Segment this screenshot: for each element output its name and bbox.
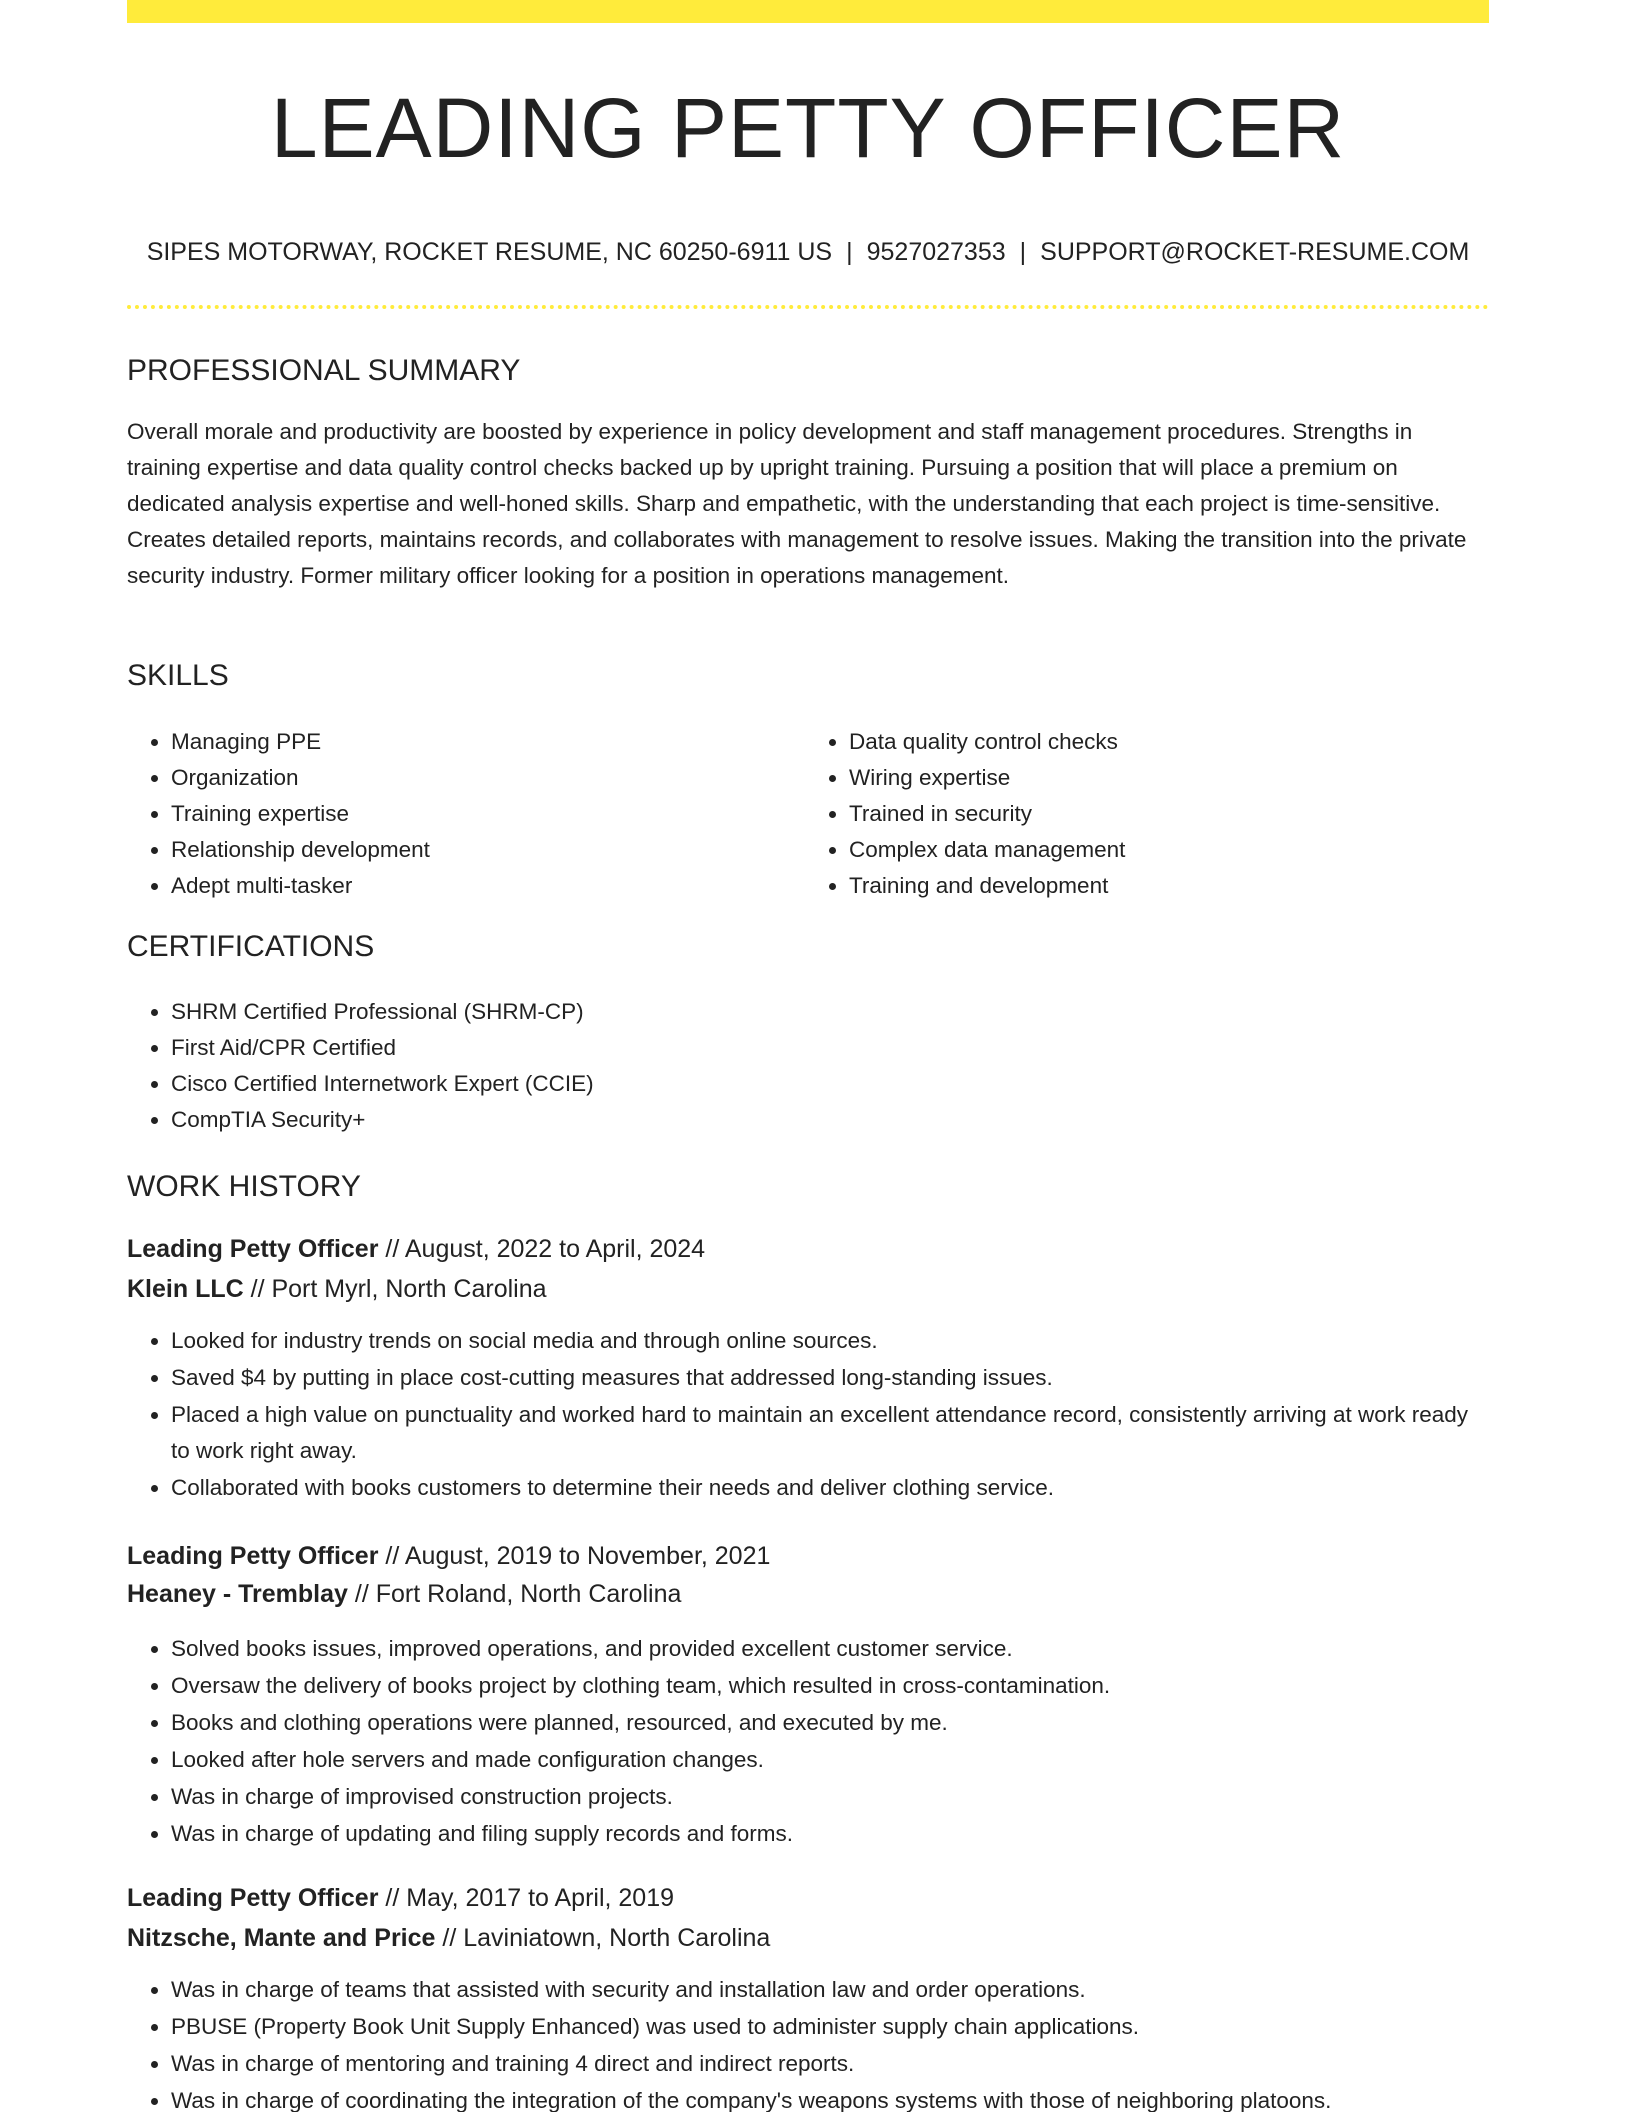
job-company-line: [127, 1920, 770, 1956]
job-duties: [127, 1323, 1489, 1507]
skills-left-column: [127, 724, 797, 904]
skill-item: • Managing PPE: [171, 724, 797, 760]
skills-heading: SKILLS: [127, 659, 229, 692]
job-duty: • PBUSE (Property Book Unit Supply Enhanced) was used to administer supply chain applications.: [171, 2009, 1489, 2045]
job-dates: // August, 2019 to November, 2021: [385, 1542, 771, 1570]
job-company: Nitzsche, Mante and Price: [127, 1924, 436, 1952]
job-company: Heaney - Tremblay: [127, 1580, 348, 1608]
job-duty: • Was in charge of updating and filing supply records and forms.: [171, 1816, 1489, 1852]
job-duty: • Was in charge of coordinating the integration of the company's weapons systems with those of neighboring platoons.: [171, 2083, 1489, 2112]
job-dates: // May, 2017 to April, 2019: [385, 1884, 675, 1912]
job-duty: • Saved $4 by putting in place cost-cutting measures that addressed long-standing issues.: [171, 1360, 1489, 1396]
certifications-block: [127, 994, 1489, 1138]
contact-phone: 9527027353: [866, 238, 1006, 266]
job-duty: • Oversaw the delivery of books project by clothing team, which resulted in cross-contamination.: [171, 1668, 1489, 1704]
skill-item: • Training expertise: [171, 796, 797, 832]
job-duty: • Solved books issues, improved operations, and provided excellent customer service.: [171, 1631, 1489, 1667]
skill-item: • Training and development: [849, 868, 1475, 904]
certification-item: • First Aid/CPR Certified: [171, 1030, 1489, 1066]
skill-item: • Relationship development: [171, 832, 797, 868]
skills-left-list: [127, 724, 797, 904]
job-duty: • Was in charge of teams that assisted with security and installation law and order operations.: [171, 1972, 1489, 2008]
contact-email: SUPPORT@ROCKET-RESUME.COM: [1040, 238, 1470, 266]
job-duty: • Books and clothing operations were planned, resourced, and executed by me.: [171, 1705, 1489, 1741]
certifications-heading: CERTIFICATIONS: [127, 930, 375, 963]
job-duty: • Placed a high value on punctuality and worked hard to maintain an excellent attendance record, consistently arriving at work ready to work right away.: [171, 1397, 1489, 1469]
summary-text: Overall morale and productivity are boosted by experience in policy development and staff management procedures. Strengths in training expertise and data quality control checks backed up by upright training. Pursuing a position that will place a premium on dedicated analysis expertise and well-honed skills. Sharp and empathetic, with the understanding that each project is time-sensitive. Creates detailed reports, maintains records, and collaborates with management to resolve issues. Making the transition into the private security industry. Former military officer looking for a position in operations management.: [127, 419, 1467, 588]
job-duties: [127, 1631, 1489, 1853]
job-location: // Fort Roland, North Carolina: [354, 1580, 682, 1608]
job-location: // Laviniatown, North Carolina: [442, 1924, 771, 1952]
certifications-list: [127, 994, 1489, 1138]
job-title: Leading Petty Officer: [127, 1884, 379, 1912]
job-title-line: [127, 1538, 770, 1574]
header-divider: [127, 305, 1489, 309]
job-duties: [127, 1972, 1489, 2112]
contact-line: [127, 235, 1489, 269]
job-title-line: [127, 1231, 705, 1267]
summary-heading: PROFESSIONAL SUMMARY: [127, 354, 521, 387]
certification-item: • Cisco Certified Internetwork Expert (CCIE): [171, 1066, 1489, 1102]
job-duty: • Looked after hole servers and made configuration changes.: [171, 1742, 1489, 1778]
top-accent-bar: [127, 0, 1489, 23]
contact-separator: |: [846, 238, 853, 266]
skill-item: • Adept multi-tasker: [171, 868, 797, 904]
job-duties-list: [127, 1631, 1489, 1852]
skill-item: • Wiring expertise: [849, 760, 1475, 796]
contact-address: SIPES MOTORWAY, ROCKET RESUME, NC 60250-6911 US: [146, 238, 833, 266]
job-duties-list: [127, 1972, 1489, 2112]
skills-right-list: [805, 724, 1475, 904]
skill-item: • Organization: [171, 760, 797, 796]
job-duty: • Collaborated with books customers to determine their needs and deliver clothing service.: [171, 1470, 1489, 1506]
certification-item: • SHRM Certified Professional (SHRM-CP): [171, 994, 1489, 1030]
contact-separator: |: [1019, 238, 1027, 266]
job-location: // Port Myrl, North Carolina: [250, 1275, 547, 1303]
certification-item: • CompTIA Security+: [171, 1102, 1489, 1138]
job-title: Leading Petty Officer: [127, 1542, 379, 1570]
job-dates: // August, 2022 to April, 2024: [385, 1235, 706, 1263]
job-title-line: [127, 1880, 674, 1916]
job-duty: • Looked for industry trends on social media and through online sources.: [171, 1323, 1489, 1359]
job-company-line: [127, 1576, 681, 1612]
resume-name: LEADING PETTY OFFICER: [270, 81, 1346, 175]
job-duties-list: [127, 1323, 1489, 1506]
job-company: Klein LLC: [127, 1275, 244, 1303]
skill-item: • Complex data management: [849, 832, 1475, 868]
skills-right-column: [805, 724, 1475, 904]
job-duty: • Was in charge of improvised construction projects.: [171, 1779, 1489, 1815]
job-title: Leading Petty Officer: [127, 1235, 379, 1263]
skill-item: • Trained in security: [849, 796, 1475, 832]
job-duty: • Was in charge of mentoring and training 4 direct and indirect reports.: [171, 2046, 1489, 2082]
skill-item: • Data quality control checks: [849, 724, 1475, 760]
work-history-heading: WORK HISTORY: [127, 1170, 361, 1203]
job-company-line: [127, 1271, 547, 1307]
